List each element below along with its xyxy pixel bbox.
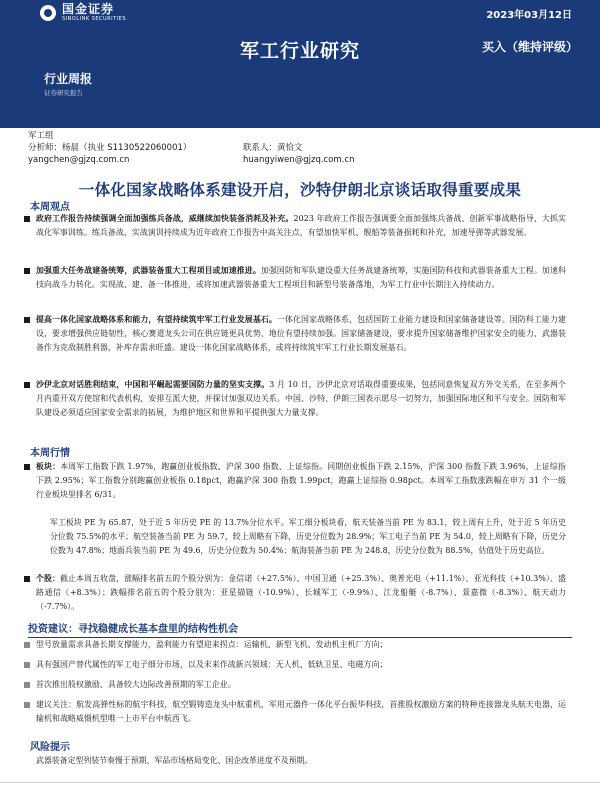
rating-badge: 买入（维持评级） xyxy=(481,40,578,54)
view-lead: 沙伊北京对话胜利结束，中国和平崛起需要国防力量的坚实支撑。 xyxy=(36,380,270,389)
view-lead: 政府工作报告持续强调全面加强练兵备战，威继续加快装备消耗及补充。 xyxy=(36,214,294,223)
broker-logo xyxy=(40,3,126,23)
report-subtype: 证券研究报告 xyxy=(44,89,83,97)
analyst-email[interactable]: yangchen@gjzq.com.cn xyxy=(28,155,130,165)
report-date: 2023年03月12日 xyxy=(486,10,572,21)
market-item xyxy=(36,572,566,614)
bullet-icon xyxy=(24,268,30,274)
view-body: 2023 年政府工作报告强调要全面加强练兵备战、创新军事战略指导、大抓实战化军事训练。练兵备战、实战演训持续成为近年政府工作报告中高关注点，有望加快军机、舰船等装备损耗和补充，加速导弹等武器发展。 xyxy=(36,214,566,237)
market-text: 本周军工指数下跌 1.97%，跑赢创业板指数、沪深 300 指数、上证综指。同期创业板指下跌 2.15%，沪深 300 指数下跌 3.96%，上证综指下跌 2.95%；军工指数分别跑赢创业板指 0.18pct，跑赢沪深 300 指数 1.99pct，跑赢上证综指 0.98pct。本周军工指数涨跌幅在申万 31 个一级行业板块里排名 6/31。 xyxy=(36,462,566,499)
section-title-risk: 风险提示 xyxy=(30,742,70,753)
contact-email[interactable]: huangyiwen@gjzq.com.cn xyxy=(243,155,355,165)
report-header xyxy=(0,0,600,128)
risk-text: 武器装备定型列装节奏慢于预期、军品市场格局变化、国企改革进度不及预期。 xyxy=(36,756,313,765)
bullet-icon xyxy=(24,382,30,388)
section-title-market: 本周行情 xyxy=(30,448,70,459)
view-lead: 加强重大任务战建备统筹，武器装备重大工程项目或加速推进。 xyxy=(36,266,261,275)
team-name: 军工组 xyxy=(28,131,54,141)
advice-text: 首次推出股权激励、具备较大边际改善预期的军工企业。 xyxy=(36,680,236,689)
advice-item xyxy=(36,638,566,652)
page-divider xyxy=(0,782,600,783)
advice-text: 型号放量需求具备长期支撑能力，盈利能力有望迎来拐点：运输机、新型飞机、发动机主机厂方向； xyxy=(36,640,388,649)
report-title: 军工行业研究 xyxy=(239,40,360,62)
section-title-views: 本周观点 xyxy=(30,202,70,213)
bullet-icon xyxy=(24,702,30,708)
market-valuation-text: 军工板块 PE 为 65.87，处于近 5 年历史 PE 的 13.7%分位水平。军工细分板块看，航天装备当前 PE 为 83.1，较上周有上升，处于近 5 年历史分位数 75.5%的水平；航空装备当前 PE 为 59.7，较上周略有下降，历史分位数为 28.9%；军工电子当前 PE 为 54.0，较上周略有下降，历史分位数为 47.8%；地面兵装当前 PE 为 49.6，历史分位数为 50.4%；航海装备当前 PE 为 248.8，历史分位数为 88.5%，估值处于历史高位。 xyxy=(50,518,566,555)
view-body: 加强国防和军队建设重大任务战建备统筹，实施国防科技和武器装备重大工程。加速科技向战斗力转化。实现战、建、备一体推进，或将加速武器装备重大工程项目和新型号装备落地，为军工行业中长期注入持续动力。 xyxy=(36,266,566,289)
view-item xyxy=(36,313,566,355)
market-label: 个股： xyxy=(36,574,61,583)
advice-item xyxy=(36,658,566,672)
report-headline: 一体化国家战略体系建设开启，沙特伊朗北京谈话取得重要成果 xyxy=(78,181,522,199)
section-title-advice: 投资建议：寻找稳健成长基本盘里的结构性机会 xyxy=(28,620,572,638)
view-item xyxy=(36,264,566,292)
view-item xyxy=(36,212,566,240)
bullet-icon xyxy=(24,464,30,470)
market-label: 板块： xyxy=(36,462,61,471)
bullet-icon xyxy=(24,216,30,222)
analyst-block xyxy=(28,130,588,166)
bullet-icon xyxy=(24,662,30,668)
advice-item xyxy=(36,678,566,692)
bullet-icon xyxy=(24,317,30,323)
contact-info: 联系人：黄恰文 xyxy=(243,143,303,153)
advice-text: 建议关注：航发高弹性标的航宇科技，航空锻铸造龙头中航重机，军用元器件一体化平台振华科技，首推股权激励方案的特种连接器龙头航天电器，运输机和战略威慑机型唯一上市平台中航西飞。 xyxy=(36,700,566,723)
logo-name-en: SINOLINK SECURITIES xyxy=(62,16,126,22)
bullet-icon xyxy=(24,682,30,688)
logo-icon xyxy=(40,5,56,21)
advice-text: 具有强国产替代属性的军工电子细分市场，以及未来作战新兴领域：无人机、低轨卫星、电磁方向； xyxy=(36,660,388,669)
market-item xyxy=(36,460,566,502)
view-body: 3 月 10 日，沙伊北京对话取得重要成果，包括同意恢复双方外交关系，在至多两个月内重开双方使馆和代表机构，安排互派大使，并探讨加强双边关系。中国、沙特、伊朗三国表示愿尽一切努力，加强国际地区和平与安全。国防和军队建设必须适应国家安全需求的拓展，为维护地区和世界和平提供强大力量支撑。 xyxy=(36,380,566,417)
market-text: 截止本周五收盘，涨幅排名前五的个股分别为：金信诺（+27.5%）、中国卫通（+25.3%）、奥普光电（+11.1%）、亚光科技（+10.3%）、盛路通信（+8.3%）；跌幅排名前五的个股分别为：亚星锚链（-10.9%）、长城军工（-9.9%）、江龙船艇（-8.7%）、景嘉微（-8.3%）、航天动力（-7.7%）。 xyxy=(36,574,566,611)
bullet-icon xyxy=(24,642,30,648)
view-lead: 提高一体化国家战略体系和能力，有望持续筑牢军工行业发展基石。 xyxy=(36,315,277,324)
logo-name-cn: 国金证券 xyxy=(62,2,115,16)
view-item xyxy=(36,378,566,420)
bullet-icon xyxy=(24,576,30,582)
report-type: 行业周报 xyxy=(44,72,93,86)
advice-item xyxy=(36,698,566,726)
analyst-info: 分析师：杨晨（执业 S1130522060001） xyxy=(28,143,192,153)
view-body: 一体化国家战略体系，包括国防工业能力建设和国家储备建设等。国防科工能力建设，要求增强供应链韧性，核心赛道龙头公司在供应链更具优势、地位有望持续加强。国家储备建设，要求提升国家储备维护国家安全的能力，武器装备作为克敌制胜利器，补库存需求旺盛。建设一体化国家战略体系，或将持续筑牢军工行业长期发展基石。 xyxy=(36,315,566,352)
